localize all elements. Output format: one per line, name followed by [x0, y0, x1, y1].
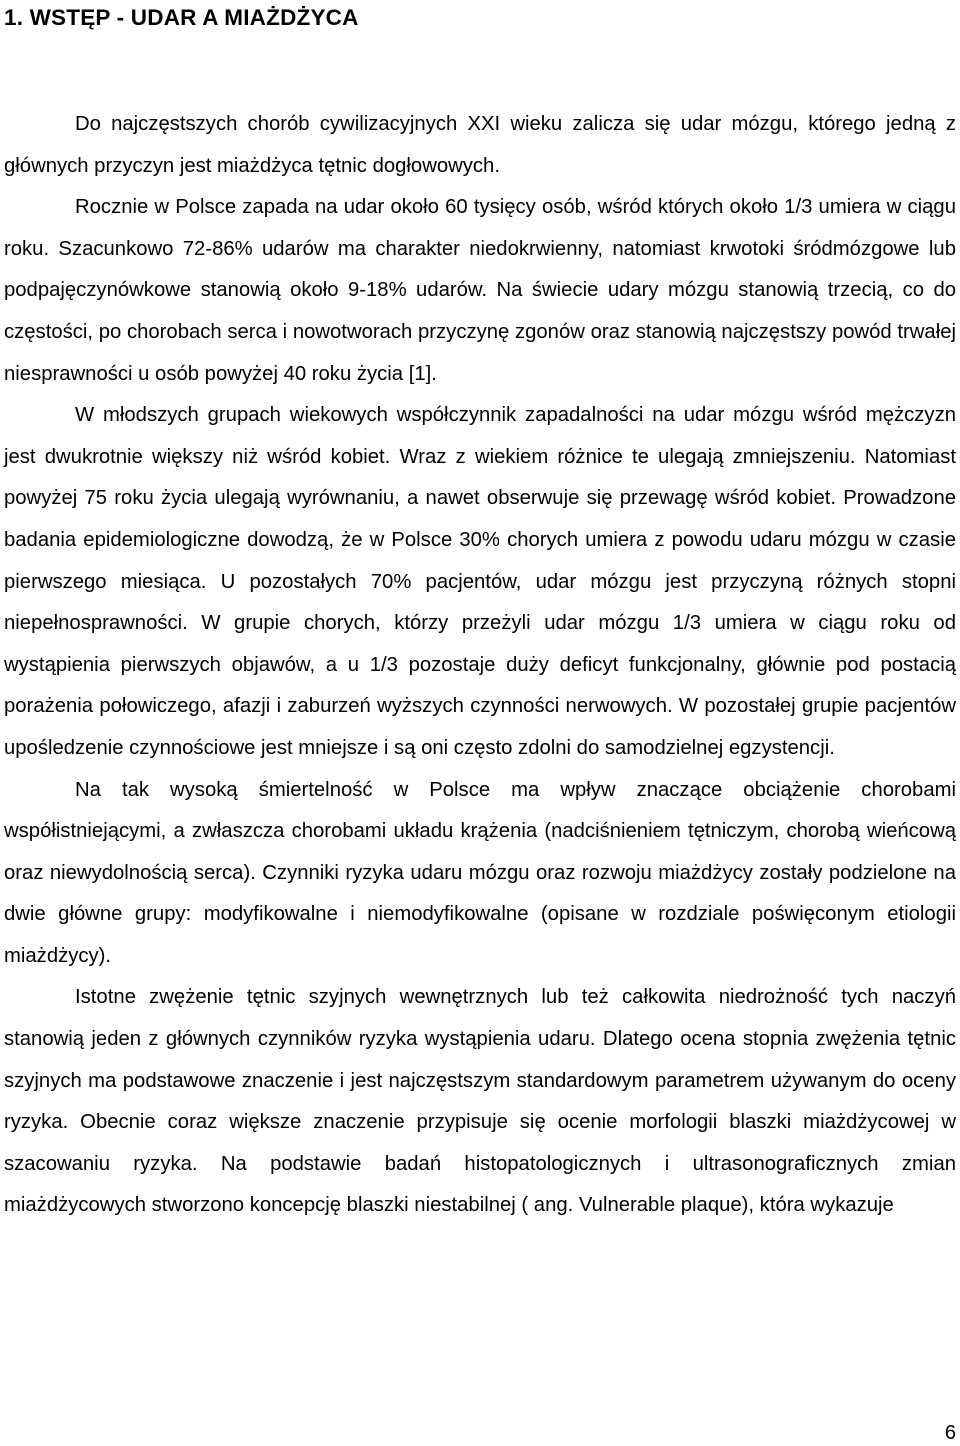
- paragraph-2: Rocznie w Polsce zapada na udar około 60 tysięcy osób, wśród których około 1/3 umiera w ciągu roku. Szacunkowo 72-86% udarów ma charakter niedokrwienny, natomiast krwotoki śródmózgowe lub podpajęczynówkowe stanowią około 9-18% udarów. Na świecie udary mózgu stanowią trzecią, co do częstości, po chorobach serca i nowotworach przyczynę zgonów oraz stanowią najczęstszy powód trwałej niesprawności u osób powyżej 40 roku życia [1].: [4, 196, 956, 385]
- section-heading: 1. WSTĘP - UDAR A MIAŻDŻYCA: [4, 5, 359, 30]
- paragraph-5: Istotne zwężenie tętnic szyjnych wewnętrznych lub też całkowita niedrożność tych naczyń stanowią jeden z głównych czynników ryzyka wystąpienia udaru. Dlatego ocena stopnia zwężenia tętnic szyjnych ma podstawowe znaczenie i jest najczęstszym standardowym parametrem używanym do oceny ryzyka. Obecnie coraz większe znaczenie przypisuje się ocenie morfologii blaszki miażdżycowej w szacowaniu ryzyka. Na podstawie badań histopatologicznych i ultrasonograficznych zmian miażdżycowych stworzono koncepcję blaszki niestabilnej ( ang. Vulnerable plaque), która wykazuje: [4, 986, 956, 1217]
- paragraph-4: Na tak wysoką śmiertelność w Polsce ma wpływ znaczące obciążenie chorobami współistniejącymi, a zwłaszcza chorobami układu krążenia (nadciśnieniem tętniczym, chorobą wieńcową oraz niewydolnością serca). Czynniki ryzyka udaru mózgu oraz rozwoju miażdżycy zostały podzielone na dwie główne grupy: modyfikowalne i niemodyfikowalne (opisane w rozdziale poświęconym etiologii miażdżycy).: [4, 778, 956, 967]
- page-number: 6: [944, 1422, 956, 1444]
- paragraph-1: Do najczęstszych chorób cywilizacyjnych XXI wieku zalicza się udar mózgu, którego jedną z głównych przyczyn jest miażdżyca tętnic dogłowowych.: [4, 113, 956, 177]
- paragraph-3: W młodszych grupach wiekowych współczynnik zapadalności na udar mózgu wśród mężczyzn jest dwukrotnie większy niż wśród kobiet. Wraz z wiekiem różnice te ulegają zmniejszeniu. Natomiast powyżej 75 roku życia ulegają wyrównaniu, a nawet obserwuje się przewagę wśród kobiet. Prowadzone badania epidemiologiczne dowodzą, że w Polsce 30% chorych umiera z powodu udaru mózgu w czasie pierwszego miesiąca. U pozostałych 70% pacjentów, udar mózgu jest przyczyną różnych stopni niepełnosprawności. W grupie chorych, którzy przeżyli udar mózgu 1/3 umiera w ciągu roku od wystąpienia pierwszych objawów, a u 1/3 pozostaje duży deficyt funkcjonalny, głównie pod postacią porażenia połowiczego, afazji i zaburzeń wyższych czynności nerwowych. W pozostałej grupie pacjentów upośledzenie czynnościowe jest mniejsze i są oni często zdolni do samodzielnej egzystencji.: [4, 404, 956, 759]
- document-body: [4, 104, 956, 1227]
